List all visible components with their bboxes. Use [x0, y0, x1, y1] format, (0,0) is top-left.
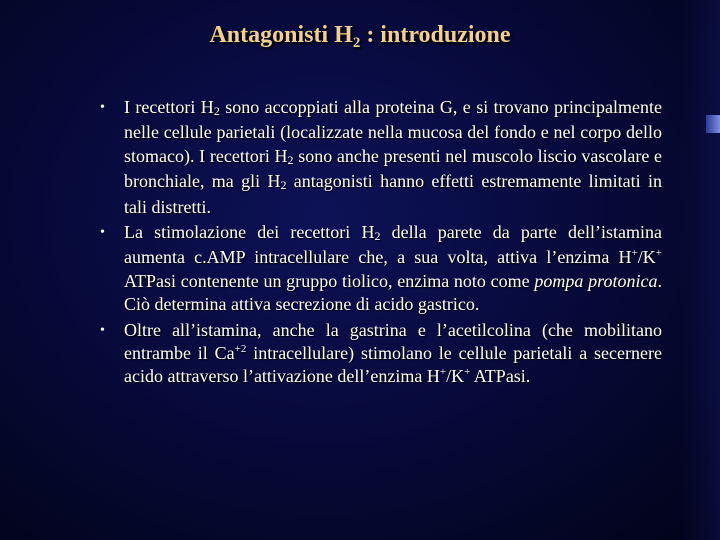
bullet-item [100, 221, 662, 317]
bullet-text: Oltre all’istamina, anche la gastrina e l’acetilcolina (che mobilitano entrambe il $Ca^{+2}$ intracellulare) stimolano le cellule parietali a secernere acido attraverso l’attivazione dell’enzima H+/K+ ATPasi. [124, 319, 662, 387]
bullet-text: I recettori $H_2$ sono accoppiati alla proteina G, e si trovano principalmente nelle cellule parietali (localizzate nella mucosa del fondo e nel corpo dello stomaco). I recettori $H_2$ sono anche presenti nel muscolo liscio vascolare e bronchiale, ma gli $H_2$ antagonisti hanno effetti estremamente limitati in tali distretti. [124, 97, 663, 217]
subscript: 2 [213, 104, 220, 118]
subscript: 2 [374, 229, 381, 244]
superscript: + [439, 366, 447, 379]
superscript: + [631, 247, 638, 260]
superscript: +2 [234, 343, 247, 356]
subscript: 2 [280, 178, 287, 193]
slide-title [0, 22, 720, 49]
decorative-edge-bar [706, 115, 720, 133]
superscript: + [464, 366, 471, 379]
bullet-list [100, 96, 662, 391]
bullet-dot-icon: • [100, 225, 105, 241]
right-edge-glow [680, 0, 720, 540]
superscript: + [655, 247, 662, 260]
title-rest: : introduzione [360, 22, 511, 48]
bullet-item [100, 96, 662, 219]
subscript: 2 [287, 152, 294, 167]
bullet-text: La stimolazione dei recettori $H_2$ della parete da parte dell’istamina aumenta c.AMP intracellulare che, a sua volta, attiva l’enzima H+/K+ ATPasi contenente un gruppo tiolico, enzima noto come pompa protonica. Ciò determina attiva secrezione di acido gastrico. [124, 222, 663, 315]
bullet-dot-icon: • [100, 322, 105, 338]
bullet-dot-icon: • [100, 100, 105, 115]
emphasis-term: pompa protonica [534, 270, 658, 291]
title-subscript: 2 [352, 35, 361, 51]
bullet-item [100, 319, 662, 389]
title-text: Antagonisti H [209, 22, 353, 48]
